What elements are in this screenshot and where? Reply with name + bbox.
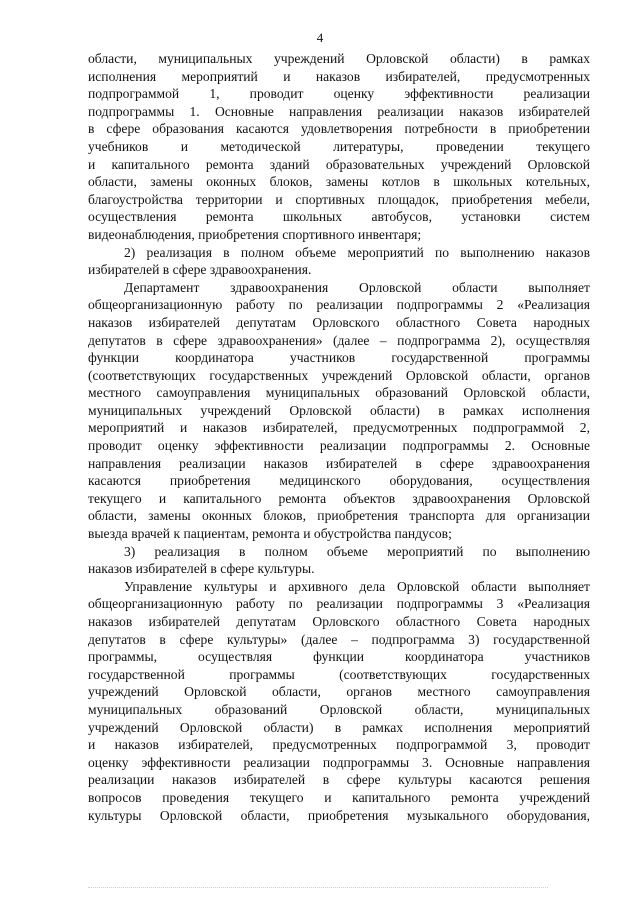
text-line: культуры Орловской области, приобретения музыкального оборудования, — [88, 807, 590, 823]
text-line: наказов избирателей депутатам Орловского областного Совета народных — [88, 314, 590, 330]
text-line: 3) реализация в полном объеме мероприятий по выполнению — [124, 543, 590, 559]
document-body — [88, 50, 590, 824]
text-line: учреждений Орловской области, органов местного самоуправления — [88, 684, 590, 700]
text-line: касаются приобретения медицинского оборудования, осуществления — [88, 473, 590, 489]
text-line: избирателей в сфере здравоохранения. — [88, 262, 312, 278]
text-line: наказов избирателей депутатам Орловского областного Совета народных — [88, 614, 590, 629]
text-line: области, муниципальных учреждений Орловской области) в рамках — [88, 51, 590, 66]
text-line: подпрограммой 1, проводит оценку эффективности реализации — [88, 86, 590, 102]
text-line: подпрограммы 1. Основные направления реализации наказов избирателей — [88, 103, 590, 119]
text-line: Управление культуры и архивного дела Орловской области выполняет — [124, 578, 590, 594]
paragraph — [88, 543, 590, 578]
paragraph — [88, 578, 590, 824]
text-line: выезда врачей к пациентам, ремонта и обустройства пандусов; — [88, 526, 452, 542]
text-line: Департамент здравоохранения Орловской области выполняет — [124, 279, 590, 295]
page-number: 4 — [316, 30, 324, 45]
text-line: депутатов в сфере здравоохранения» (далее – подпрограмма 2), осуществляя — [88, 332, 590, 348]
text-line: проводит оценку эффективности реализации подпрограммы 2. Основные — [88, 438, 590, 454]
text-line: депутатов в сфере культуры» (далее – подпрограмма 3) государственной — [88, 631, 590, 647]
text-line: оценку эффективности реализации подпрограммы 3. Основные направления — [88, 754, 590, 770]
text-line: текущего и капитального ремонта объектов здравоохранения Орловской — [88, 490, 590, 506]
text-line: исполнения мероприятий и наказов избирателей, предусмотренных — [88, 68, 590, 84]
text-line: учебников и методической литературы, проведении текущего — [88, 138, 590, 154]
text-line: и наказов избирателей, предусмотренных подпрограммой 3, проводит — [88, 737, 590, 753]
text-line: местного самоуправления муниципальных образований Орловской области, — [88, 385, 590, 401]
text-line: программы, осуществляя функции координатора участников — [88, 649, 590, 665]
text-line: области, замены оконных блоков, замены котлов в школьных котельных, — [88, 174, 590, 190]
text-line: осуществления ремонта школьных автобусов, установки систем — [88, 209, 590, 225]
text-line: учреждений Орловской области) в рамках исполнения мероприятий — [88, 719, 590, 735]
text-line: реализации наказов избирателей в сфере культуры касаются решения — [88, 772, 590, 788]
text-line: общеорганизационную работу по реализации подпрограммы 2 «Реализация — [88, 297, 590, 313]
footer-rule — [88, 887, 548, 888]
paragraph — [88, 279, 590, 543]
text-line: области, замены оконных блоков, приобретения транспорта для организации — [88, 508, 590, 524]
text-line: муниципальных образований Орловской области, муниципальных — [88, 701, 590, 717]
paragraph — [88, 50, 590, 244]
text-line: наказов избирателей в сфере культуры. — [88, 561, 315, 577]
text-line: мероприятий и наказов избирателей, предусмотренных подпрограммой 2, — [88, 420, 590, 436]
text-line: благоустройства территории и спортивных площадок, приобретения мебели, — [88, 191, 590, 207]
text-line: видеонаблюдения, приобретения спортивного инвентаря; — [88, 226, 422, 242]
text-line: в сфере образования касаются удовлетворения потребности в приобретении — [88, 121, 590, 137]
text-line: общеорганизационную работу по реализации подпрограммы 3 «Реализация — [88, 596, 590, 612]
text-line: функции координатора участников государственной программы — [88, 350, 590, 366]
text-line: муниципальных учреждений Орловской области) в рамках исполнения — [88, 402, 590, 418]
text-line: вопросов проведения текущего и капитального ремонта учреждений — [88, 789, 590, 805]
paragraph — [88, 244, 590, 279]
text-line: 2) реализация в полном объеме мероприятий по выполнению наказов — [124, 244, 590, 260]
text-line: (соответствующих государственных учреждений Орловской области, органов — [88, 367, 590, 383]
text-line: государственной программы (соответствующих государственных — [88, 666, 590, 682]
text-line: направления реализации наказов избирателей в сфере здравоохранения — [88, 455, 590, 471]
text-line: и капитального ремонта зданий образовательных учреждений Орловской — [88, 156, 590, 172]
